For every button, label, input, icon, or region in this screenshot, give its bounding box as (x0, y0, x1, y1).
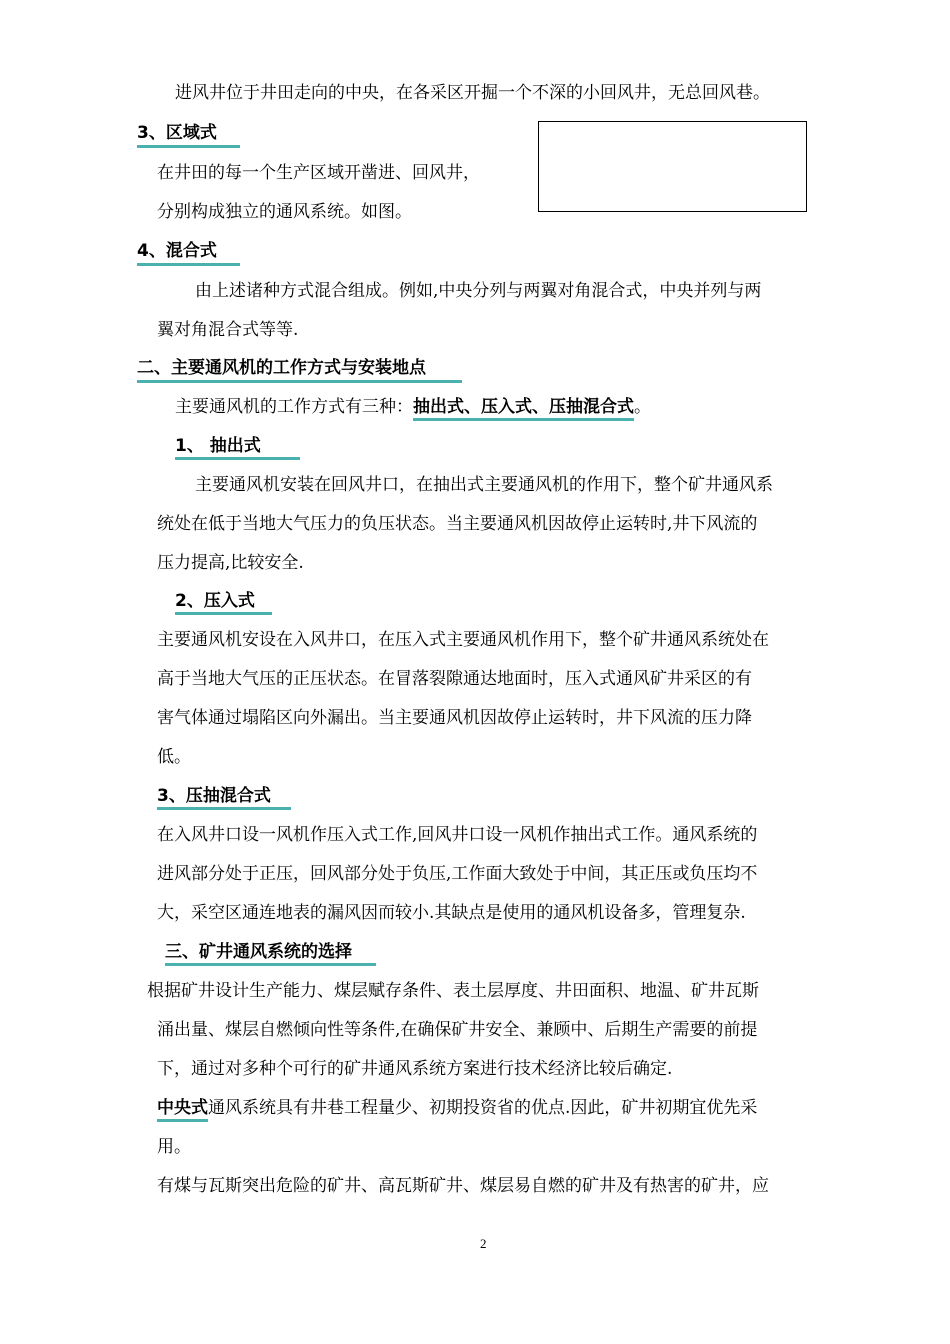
paragraph-line: 在井田的每一个生产区域开凿进、回风井， (157, 163, 480, 183)
page-number: 2 (480, 1236, 487, 1251)
emphasis-underline (157, 1119, 208, 1122)
heading-underline (137, 380, 462, 383)
paragraph-line (157, 1097, 757, 1119)
heading-underline (137, 263, 240, 266)
paragraph-line: 翼对角混合式等等. (157, 320, 299, 340)
paragraph-line: 害气体通过塌陷区向外漏出。当主要通风机因故停止运转时，井下风流的压力降 (157, 708, 752, 728)
paragraph-line: 用。 (157, 1137, 191, 1157)
heading-region-style: 3、区域式 (137, 123, 217, 143)
subheading-forced: 2、压入式 (175, 591, 255, 611)
heading-underline (165, 963, 376, 966)
section-heading-3: 三、矿井通风系统的选择 (165, 942, 352, 962)
emphasis-underline (413, 418, 634, 421)
paragraph-line: 由上述诸种方式混合组成。例如,中央分列与两翼对角混合式，中央并列与两 (195, 281, 762, 301)
subheading-extraction: 1、 抽出式 (175, 436, 261, 456)
modes-emphasis (413, 396, 634, 418)
paragraph-line: 在入风井口设一风机作压入式工作,回风井口设一风机作抽出式工作。通风系统的 (157, 825, 758, 845)
modes-emphasis-text: 抽出式、压入式、压抽混合式 (413, 397, 634, 417)
paragraph-line: 主要通风机安设在入风井口，在压入式主要通风机作用下，整个矿井通风系统处在 (157, 630, 769, 650)
paragraph-line: 高于当地大气压的正压状态。在冒落裂隙通达地面时，压入式通风矿井采区的有 (157, 669, 752, 689)
heading-underline (157, 807, 291, 810)
modes-prefix: 主要通风机的工作方式有三种： (175, 397, 413, 417)
paragraph-line: 低。 (157, 747, 191, 767)
paragraph-line: 分别构成独立的通风系统。如图。 (157, 202, 412, 222)
paragraph-line: 下，通过对多种个可行的矿井通风系统方案进行技术经济比较后确定. (157, 1059, 673, 1079)
heading-mixed-style: 4、混合式 (137, 241, 217, 261)
central-rest: 通风系统具有井巷工程量少、初期投资省的优点.因此，矿井初期宜优先采 (208, 1098, 758, 1118)
paragraph-line: 进风部分处于正压，回风部分处于负压,工作面大致处于中间，其正压或负压均不 (157, 864, 758, 884)
paragraph-line: 压力提高,比较安全. (157, 553, 304, 573)
paragraph-line: 大，采空区通连地表的漏风因而较小.其缺点是使用的通风机设备多，管理复杂. (157, 903, 746, 923)
modes-suffix: 。 (634, 397, 651, 417)
figure-placeholder-box (538, 121, 807, 212)
paragraph-line: 有煤与瓦斯突出危险的矿井、高瓦斯矿井、煤层易自燃的矿井及有热害的矿井，应 (157, 1176, 769, 1196)
heading-underline (137, 145, 240, 148)
central-emphasis-text: 中央式 (157, 1098, 208, 1118)
paragraph-line: 根据矿井设计生产能力、煤层赋存条件、表土层厚度、井田面积、地温、矿井瓦斯 (147, 981, 759, 1001)
paragraph-line (175, 396, 651, 418)
heading-underline (175, 457, 300, 460)
central-emphasis (157, 1097, 208, 1119)
subheading-hybrid: 3、压抽混合式 (157, 786, 271, 806)
section-heading-2: 二、主要通风机的工作方式与安装地点 (137, 358, 426, 378)
paragraph-line: 进风井位于井田走向的中央，在各采区开掘一个不深的小回风井，无总回风巷。 (175, 83, 770, 103)
paragraph-line: 主要通风机安装在回风井口，在抽出式主要通风机的作用下，整个矿井通风系 (195, 475, 773, 495)
paragraph-line: 涌出量、煤层自燃倾向性等条件,在确保矿井安全、兼顾中、后期生产需要的前提 (157, 1020, 758, 1040)
heading-underline (175, 612, 272, 615)
paragraph-line: 统处在低于当地大气压力的负压状态。当主要通风机因故停止运转时,井下风流的 (157, 514, 758, 534)
